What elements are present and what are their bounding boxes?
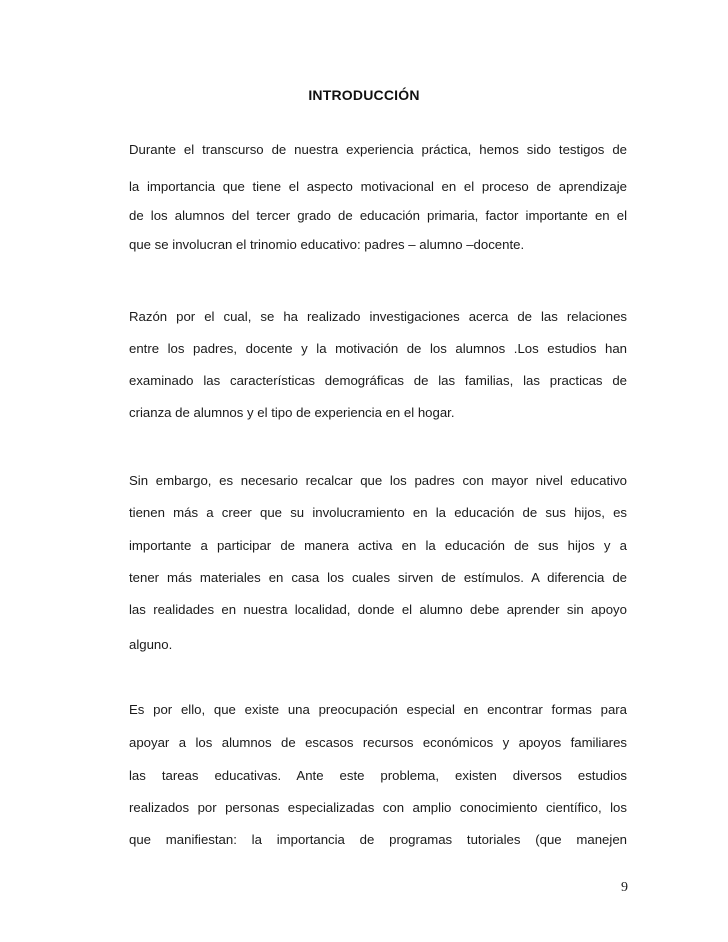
paragraph-4-line-1: Es por ello, que existe una preocupación especial en encontrar formas para	[129, 702, 627, 717]
paragraph-2-line-3: examinado las características demográficas de las familias, las practicas de	[129, 373, 627, 388]
paragraph-2-line-1: Razón por el cual, se ha realizado investigaciones acerca de las relaciones	[129, 309, 627, 324]
paragraph-4-line-4: realizados por personas especializadas con amplio conocimiento científico, los	[129, 800, 627, 815]
paragraph-2-line-4: crianza de alumnos y el tipo de experiencia en el hogar.	[129, 405, 455, 420]
paragraph-2-line-2: entre los padres, docente y la motivación de los alumnos .Los estudios han	[129, 341, 627, 356]
paragraph-3-line-3: importante a participar de manera activa en la educación de sus hijos y a	[129, 538, 627, 553]
paragraph-1-line-3: de los alumnos del tercer grado de educación primaria, factor importante en el	[129, 208, 627, 223]
paragraph-3-line-6: alguno.	[129, 637, 173, 652]
paragraph-3-line-2: tienen más a creer que su involucramiento en la educación de sus hijos, es	[129, 505, 627, 520]
paragraph-4-line-5: que manifiestan: la importancia de programas tutoriales (que manejen	[129, 832, 627, 847]
paragraph-1-line-1: Durante el transcurso de nuestra experiencia práctica, hemos sido testigos de	[129, 142, 627, 157]
page-number: 9	[621, 880, 628, 895]
paragraph-3-line-5: las realidades en nuestra localidad, donde el alumno debe aprender sin apoyo	[129, 602, 627, 617]
paragraph-4-line-3: las tareas educativas. Ante este problema, existen diversos estudios	[129, 768, 627, 783]
page-title: INTRODUCCIÓN	[308, 87, 420, 103]
paragraph-3-line-4: tener más materiales en casa los cuales sirven de estímulos. A diferencia de	[129, 570, 627, 585]
paragraph-1-line-2: la importancia que tiene el aspecto motivacional en el proceso de aprendizaje	[129, 179, 627, 194]
paragraph-3-line-1: Sin embargo, es necesario recalcar que los padres con mayor nivel educativo	[129, 473, 627, 488]
paragraph-4-line-2: apoyar a los alumnos de escasos recursos económicos y apoyos familiares	[129, 735, 627, 750]
paragraph-1-line-4: que se involucran el trinomio educativo: padres – alumno –docente.	[129, 237, 525, 252]
